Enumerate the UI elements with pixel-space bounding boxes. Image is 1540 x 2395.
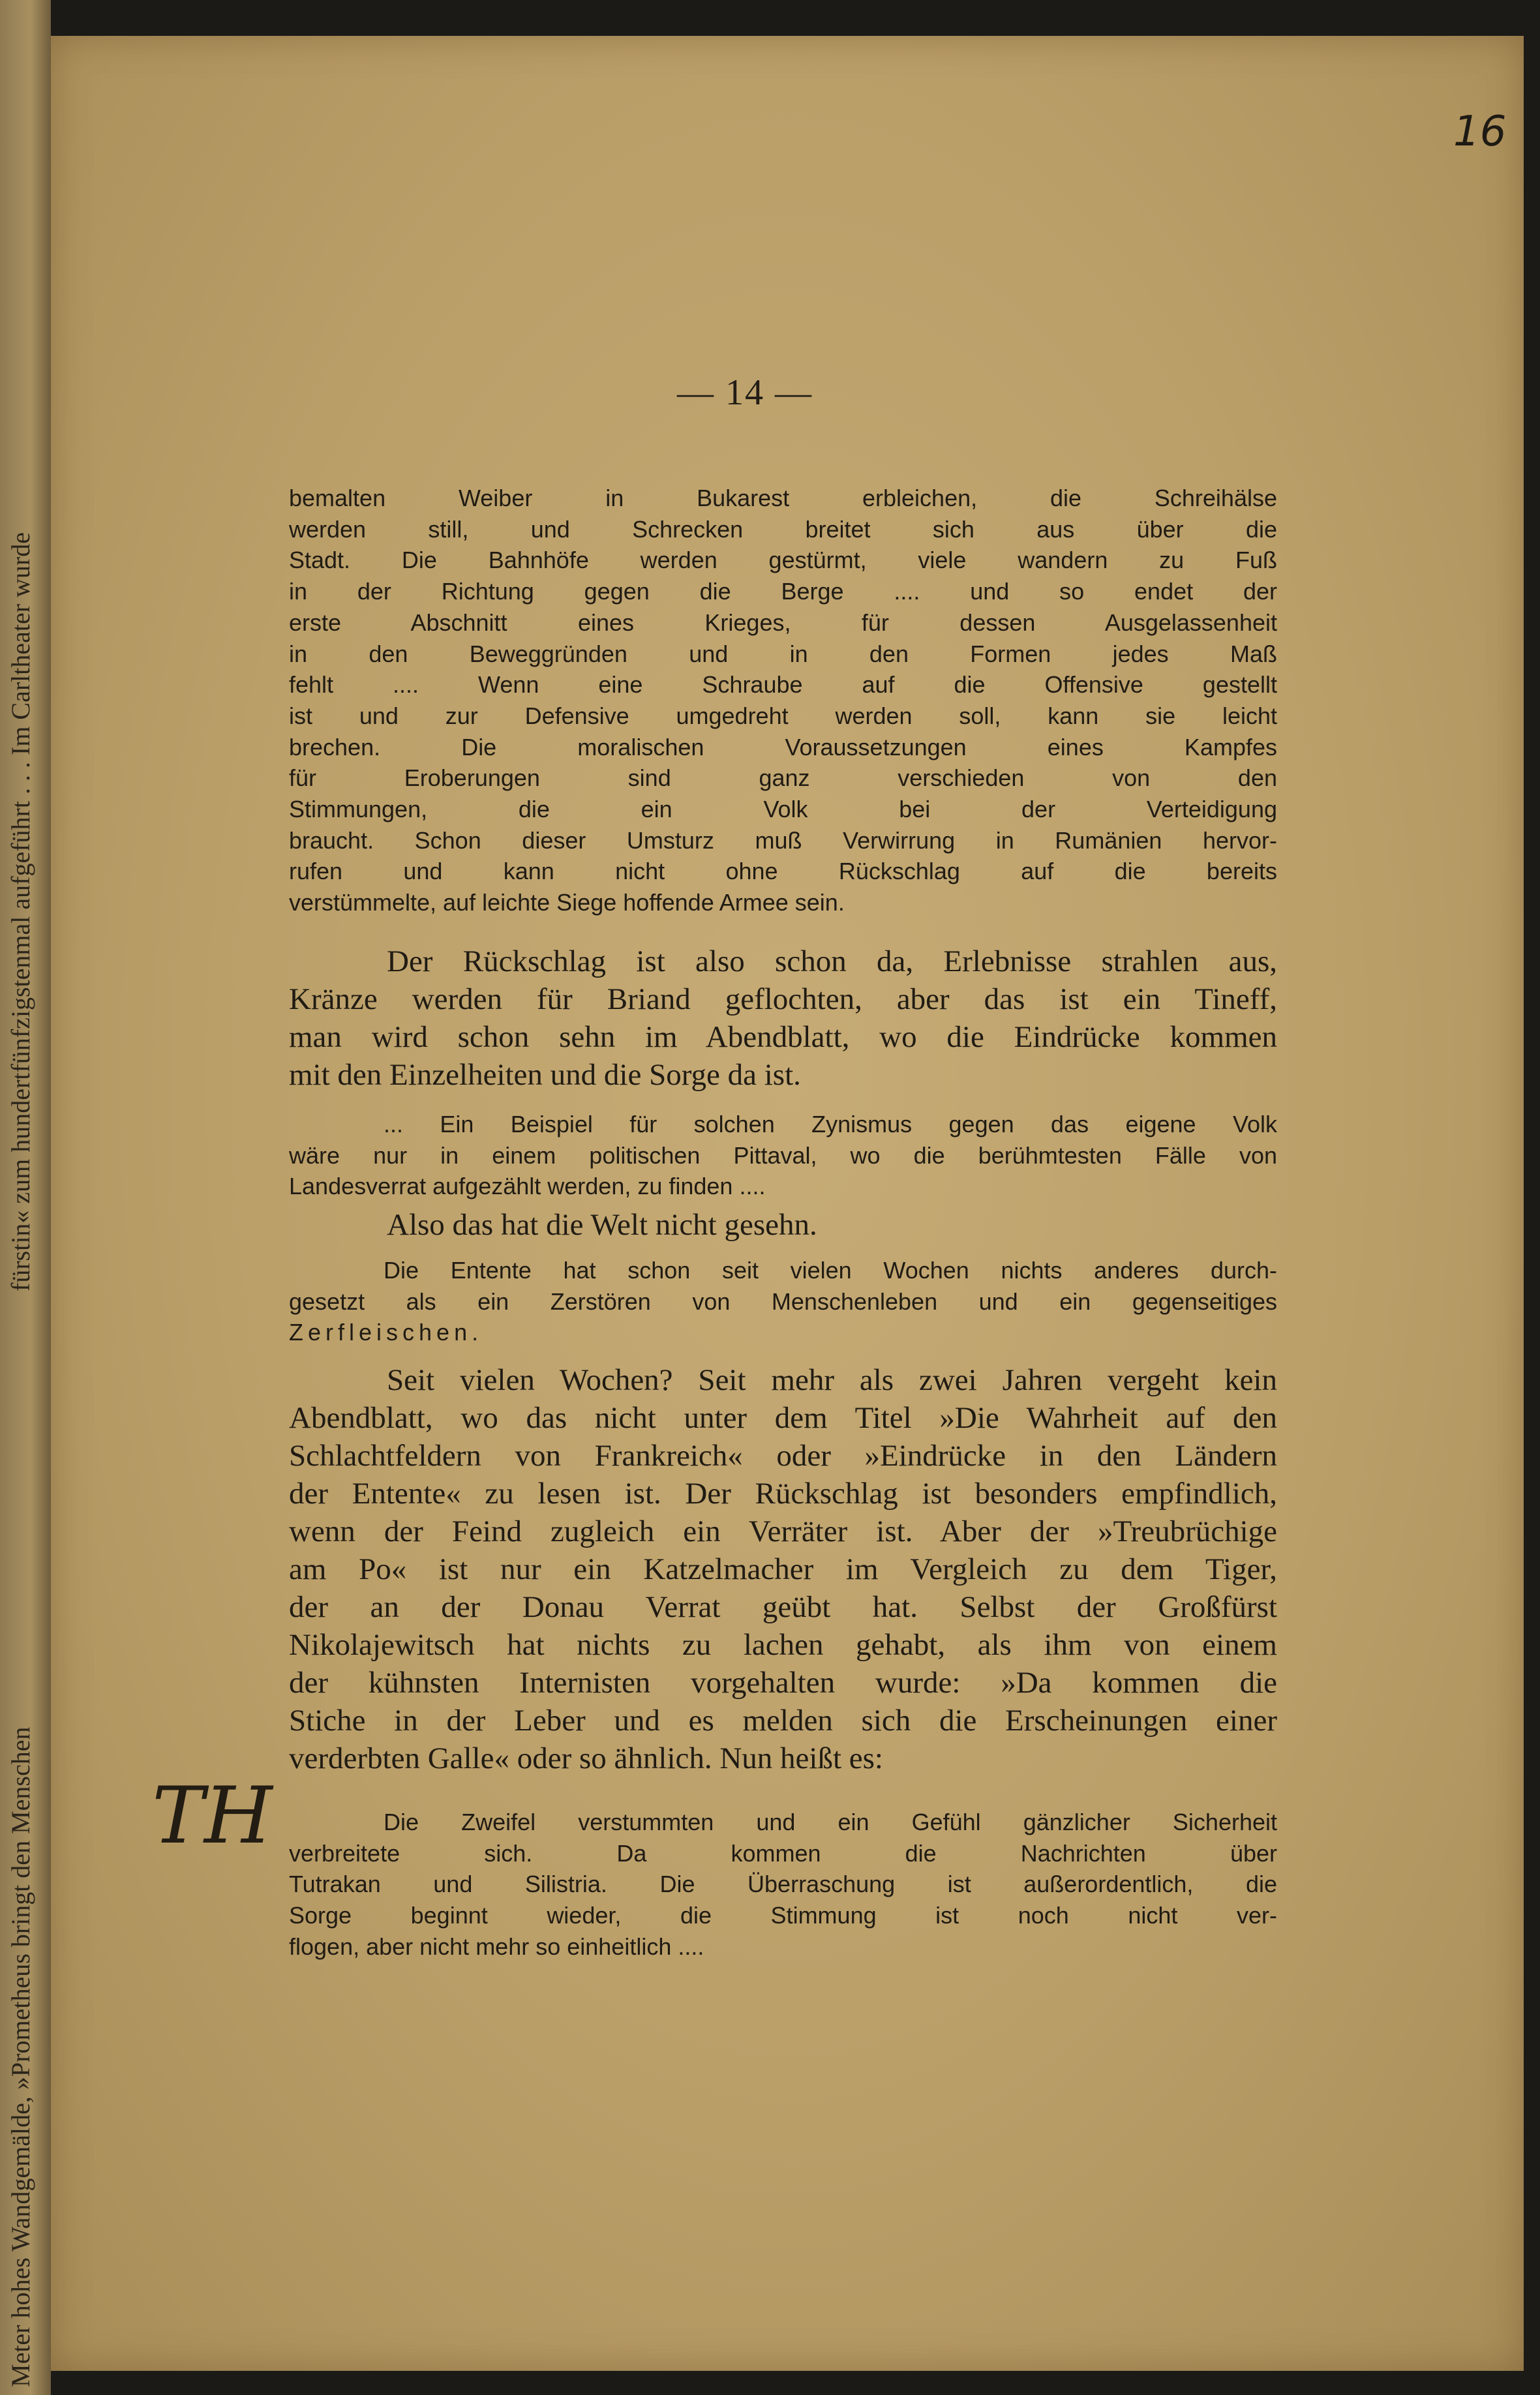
handwritten-folio-number: 16 [1453,108,1507,156]
adjacent-page-text-lower: Meter hohes Wandgemälde, »Prometheus bringt den Menschen [6,1726,35,2387]
text-line: verstümmelte, auf leichte Siege hoffende Armee sein. [289,889,845,916]
body-paragraph-6 [289,1361,1277,1777]
text-line: der an der Donau Verrat geübt hat. Selbst der Großfürst [289,1590,1277,1624]
text-line: ist und zur Defensive umgedreht werden soll, kann sie leicht [289,702,1277,729]
text-line: man wird schon sehn im Abendblatt, wo die Eindrücke kommen [289,1020,1277,1054]
text-line: Die Zweifel verstummten und ein Gefühl gänzlicher Sicherheit [384,1809,1277,1835]
text-line: brechen. Die moralischen Voraussetzungen eines Kampfes [289,733,1277,761]
text-line: ... Ein Beispiel für solchen Zynismus gegen das eigene Volk [384,1111,1277,1137]
text-line: flogen, aber nicht mehr so einheitlich .... [289,1933,704,1960]
quote-paragraph-1 [289,483,1277,918]
text-line: Landesverrat aufgezählt werden, zu finden .... [289,1173,766,1200]
quote-paragraph-7 [289,1807,1277,1963]
text-line: Zerfleischen. [289,1319,483,1346]
text-line: gesetzt als ein Zerstören von Menschenleben und ein gegenseitiges [289,1288,1277,1315]
text-line: der kühnsten Internisten vorgehalten wurde: »Da kommen die [289,1666,1277,1700]
text-line: wenn der Feind zugleich ein Verräter ist. Aber der »Treubrüchige [289,1514,1277,1548]
adjacent-page-edge [0,0,51,2395]
text-line: für Eroberungen sind ganz verschieden von den [289,764,1277,792]
text-line: werden still, und Schrecken breitet sich aus über die [289,515,1277,543]
text-line: fehlt .... Wenn eine Schraube auf die Offensive gestellt [289,671,1277,699]
adjacent-page-text-upper: fürstin« zum hundertfünfzigstenmal aufgeführt . . . Im Carltheater wurde [6,532,35,1291]
text-line: Stiche in der Leber und es melden sich die Erscheinungen einer [289,1704,1277,1738]
text-line: Stadt. Die Bahnhöfe werden gestürmt, viele wandern zu Fuß [289,547,1277,574]
text-line: verderbten Galle« oder so ähnlich. Nun heißt es: [289,1741,883,1775]
text-line: Seit vielen Wochen? Seit mehr als zwei Jahren vergeht kein [387,1363,1277,1397]
text-line: in den Beweggründen und in den Formen jedes Maß [289,640,1277,667]
text-line: bemalten Weiber in Bukarest erbleichen, die Schreihälse [289,485,1277,511]
text-line: braucht. Schon dieser Umsturz muß Verwirrung in Rumänien hervor- [289,826,1277,854]
text-line: Der Rückschlag ist also schon da, Erlebnisse strahlen aus, [387,944,1277,978]
text-line: Tutrakan und Silistria. Die Überraschung ist außerordentlich, die [289,1871,1277,1898]
quote-paragraph-3 [289,1109,1277,1202]
text-line: verbreitete sich. Da kommen die Nachrichten über [289,1839,1277,1867]
text-line: Die Entente hat schon seit vielen Wochen nichts anderes durch- [384,1257,1277,1284]
text-line: wäre nur in einem politischen Pittaval, wo die berühmtesten Fälle von [289,1141,1277,1169]
body-paragraph-4 [289,1206,1277,1244]
text-line: Schlachtfeldern von Frankreich« oder »Eindrücke in den Ländern [289,1439,1277,1473]
page-number: — 14 — [677,372,813,413]
text-line: Sorge beginnt wieder, die Stimmung ist noch nicht ver- [289,1902,1277,1929]
text-line: in der Richtung gegen die Berge .... und so endet der [289,578,1277,605]
text-line: erste Abschnitt eines Krieges, für dessen Ausgelassenheit [289,609,1277,636]
text-line: Also das hat die Welt nicht gesehn. [387,1208,817,1242]
text-line: Nikolajewitsch hat nichts zu lachen gehabt, als ihm von einem [289,1628,1277,1662]
book-page [51,36,1524,2371]
text-line: Stimmungen, die ein Volk bei der Verteidigung [289,796,1277,823]
text-line: mit den Einzelheiten und die Sorge da ist. [289,1058,801,1092]
handwritten-marginal-initials: TH [152,1771,273,1861]
text-line: rufen und kann nicht ohne Rückschlag auf die bereits [289,858,1277,885]
text-line: Kränze werden für Briand geflochten, aber das ist ein Tineff, [289,982,1277,1016]
text-line: Abendblatt, wo das nicht unter dem Titel »Die Wahrheit auf den [289,1401,1277,1435]
text-line: der Entente« zu lesen ist. Der Rückschlag ist besonders empfindlich, [289,1477,1277,1511]
text-line: am Po« ist nur ein Katzelmacher im Vergleich zu dem Tiger, [289,1552,1277,1586]
quote-paragraph-5 [289,1255,1277,1348]
body-paragraph-2 [289,942,1277,1094]
